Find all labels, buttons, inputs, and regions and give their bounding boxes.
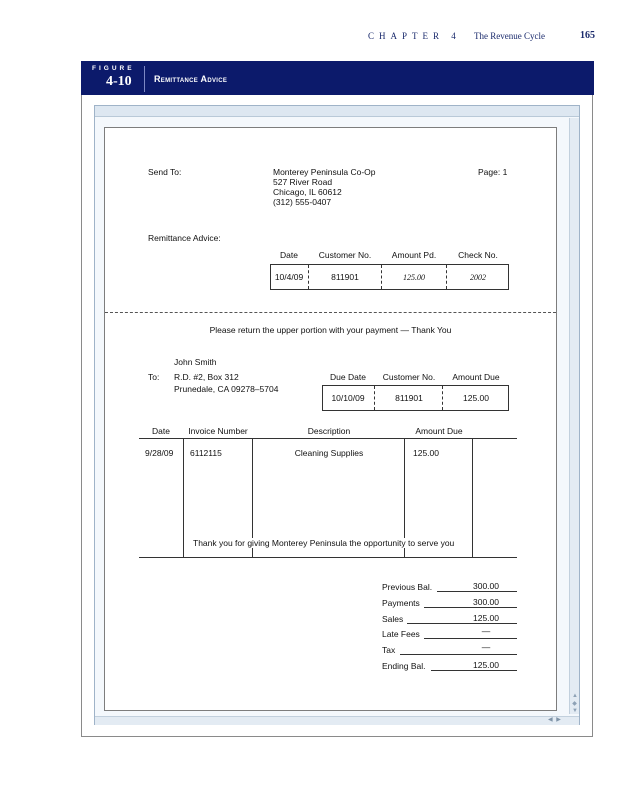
due-divider	[374, 386, 375, 410]
page-number: 165	[580, 30, 595, 41]
summary-underline	[407, 623, 517, 624]
table-bottom-line	[139, 557, 517, 558]
payment-divider	[446, 265, 447, 289]
due-customer-no-value: 811901	[395, 393, 423, 403]
customer-city: Prunedale, CA 09278–5704	[174, 384, 279, 394]
tear-off-line	[105, 312, 556, 313]
summary-value: 300.00	[473, 597, 499, 607]
horizontal-scrollbar[interactable]	[95, 716, 579, 725]
page-indicator: Page: 1	[478, 167, 508, 177]
window-top-bar	[95, 106, 579, 117]
chapter-title: The Revenue Cycle	[474, 31, 545, 41]
summary-value: 300.00	[473, 581, 499, 591]
header-amount-due: Amount Due	[452, 372, 500, 382]
header-due-date: Due Date	[330, 372, 366, 382]
row-invoice: 6112115	[190, 448, 222, 458]
summary-value: 125.00	[473, 613, 499, 623]
scroll-down-icon[interactable]: ▼	[572, 708, 578, 714]
header-check-no: Check No.	[458, 250, 498, 260]
to-label: To:	[148, 372, 160, 382]
payment-amount: 125.00	[403, 273, 425, 282]
header-due-customer-no: Customer No.	[382, 372, 436, 382]
summary-label: Ending Bal.	[382, 661, 426, 671]
col-header-date: Date	[152, 426, 170, 436]
amount-due-value: 125.00	[463, 393, 489, 403]
company-phone: (312) 555-0407	[273, 197, 332, 207]
scroll-up-icon[interactable]: ▲	[572, 693, 578, 699]
summary-underline	[431, 670, 517, 671]
col-header-amount: Amount Due	[415, 426, 463, 436]
due-date-value: 10/10/09	[331, 393, 365, 403]
header-date: Date	[280, 250, 298, 260]
company-street: 527 River Road	[273, 177, 333, 187]
table-column-line	[472, 438, 473, 557]
customer-name: John Smith	[174, 357, 217, 367]
summary-underline	[437, 591, 517, 592]
summary-value: —	[481, 626, 491, 636]
summary-underline	[424, 607, 517, 608]
summary-value: —	[481, 642, 491, 652]
company-city: Chicago, IL 60612	[273, 187, 342, 197]
scroll-arrows-icon[interactable]: ◀ ▶	[548, 717, 562, 723]
customer-street: R.D. #2, Box 312	[174, 372, 239, 382]
payment-date: 10/4/09	[274, 272, 304, 282]
summary-label: Sales	[382, 614, 404, 624]
col-header-description: Description	[307, 426, 351, 436]
company-name: Monterey Peninsula Co-Op	[273, 167, 376, 177]
summary-label: Previous Bal.	[382, 582, 433, 592]
figure-title: Remittance Advice	[154, 74, 228, 84]
payment-divider	[308, 265, 309, 289]
due-divider	[442, 386, 443, 410]
row-description: Cleaning Supplies	[294, 448, 364, 458]
chapter-label: CHAPTER 4	[368, 31, 461, 41]
table-column-line	[183, 438, 184, 557]
thank-you-note: Thank you for giving Monterey Peninsula the opportunity to serve you	[193, 538, 455, 548]
figure-word: FIGURE	[92, 65, 135, 72]
summary-label: Payments	[382, 598, 420, 608]
header-customer-no: Customer No.	[318, 250, 372, 260]
scroll-middle-icon[interactable]: ◆	[572, 701, 577, 707]
remittance-advice-label: Remittance Advice:	[148, 233, 221, 243]
figure-divider	[144, 66, 145, 92]
summary-underline	[424, 638, 517, 639]
payment-customer-no: 811901	[331, 272, 359, 282]
summary-label: Tax	[382, 645, 396, 655]
summary-value: 125.00	[473, 660, 499, 670]
payment-check-no: 2002	[470, 273, 486, 282]
row-date: 9/28/09	[145, 448, 174, 458]
figure-number: 4-10	[106, 74, 132, 89]
header-amount-pd: Amount Pd.	[391, 250, 437, 260]
summary-label: Late Fees	[382, 629, 420, 639]
send-to-label: Send To:	[148, 167, 182, 177]
summary-underline	[400, 654, 517, 655]
vertical-scrollbar[interactable]	[569, 118, 579, 714]
return-note: Please return the upper portion with your payment — Thank You	[209, 325, 452, 335]
row-amount: 125.00	[413, 448, 439, 458]
table-header-line	[139, 438, 517, 439]
col-header-invoice: Invoice Number	[188, 426, 248, 436]
